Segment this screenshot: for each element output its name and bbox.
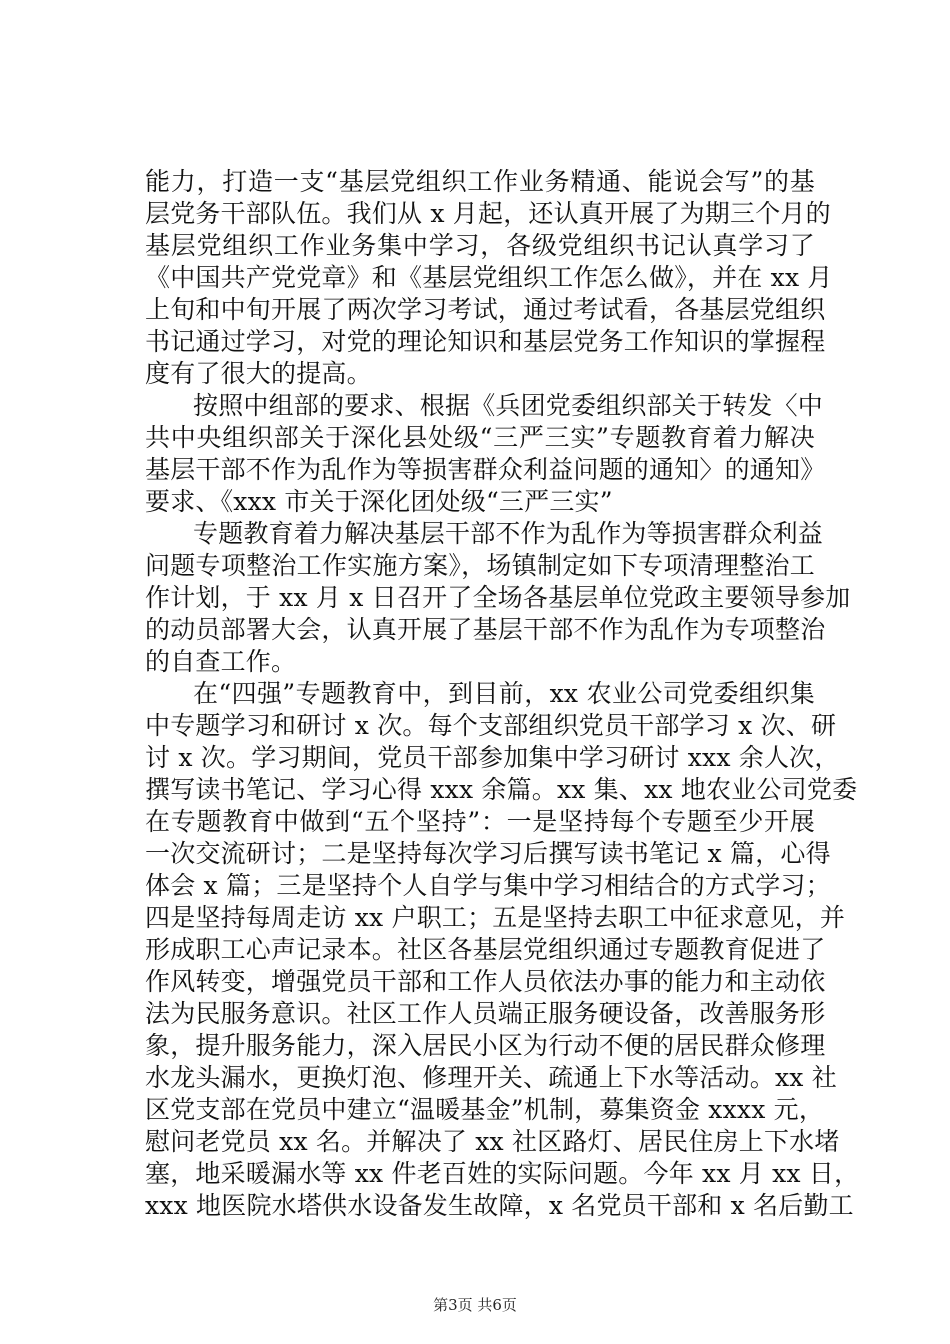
paragraph <box>145 678 860 1222</box>
text-line: 塞，地采暖漏水等 xx 件老百姓的实际问题。今年 xx 月 xx 日， <box>145 1159 860 1188</box>
text-line: 作计划，于 xx 月 x 日召开了全场各基层单位党政主要领导参加 <box>145 583 851 612</box>
text-line: 四是坚持每周走访 xx 户职工；五是坚持去职工中征求意见，并 <box>145 903 846 932</box>
text-line: 撰写读书笔记、学习心得 xxx 余篇。xx 集、xx 地农业公司党委 <box>145 775 858 804</box>
text-line: 上旬和中旬开展了两次学习考试，通过考试看，各基层党组织 <box>145 295 826 324</box>
text-line: 能力，打造一支“基层党组织工作业务精通、能说会写”的基 <box>145 167 815 196</box>
text-line: 基层干部不作为乱作为等损害群众利益问题的通知〉的通知》 <box>145 455 826 484</box>
text-line: 象，提升服务能力，深入居民小区为行动不便的居民群众修理 <box>145 1031 826 1060</box>
text-line: 讨 x 次。学习期间，党员干部参加集中学习研讨 xxx 余人次， <box>145 743 840 772</box>
text-line: 一次交流研讨；二是坚持每次学习后撰写读书笔记 x 篇，心得 <box>145 839 831 868</box>
text-line: 形成职工心声记录本。社区各基层党组织通过专题教育促进了 <box>145 935 826 964</box>
text-line: 按照中组部的要求、根据《兵团党委组织部关于转发〈中 <box>193 391 824 420</box>
text-line: 在“四强”专题教育中，到目前，xx 农业公司党委组织集 <box>193 679 815 708</box>
text-line: 基层党组织工作业务集中学习，各级党组织书记认真学习了 <box>145 231 815 260</box>
text-line: 共中央组织部关于深化县处级“三严三实”专题教育着力解决 <box>145 423 815 452</box>
text-line: 《中国共产党党章》和《基层党组织工作怎么做》，并在 xx 月 <box>145 263 833 292</box>
paragraph <box>145 390 826 518</box>
text-line: 的动员部署大会，认真开展了基层干部不作为乱作为专项整治 <box>145 615 826 644</box>
text-line: 体会 x 篇；三是坚持个人自学与集中学习相结合的方式学习； <box>145 871 831 900</box>
text-line: xxx 地医院水塔供水设备发生故障，x 名党员干部和 x 名后勤工 <box>145 1191 854 1220</box>
text-line: 的自查工作。 <box>145 647 297 676</box>
text-line: 中专题学习和研讨 x 次。每个支部组织党员干部学习 x 次、研 <box>145 711 837 740</box>
text-line: 层党务干部队伍。我们从 x 月起，还认真开展了为期三个月的 <box>145 199 831 228</box>
text-line: 慰问老党员 xx 名。并解决了 xx 社区路灯、居民住房上下水堵 <box>145 1127 840 1156</box>
paragraph <box>145 166 833 390</box>
text-line: 问题专项整治工作实施方案》，场镇制定如下专项清理整治工 <box>145 551 815 580</box>
text-line: 书记通过学习，对党的理论知识和基层党务工作知识的掌握程 <box>145 327 826 356</box>
text-line: 水龙头漏水，更换灯泡、修理开关、疏通上下水等活动。xx 社 <box>145 1063 837 1092</box>
text-line: 在专题教育中做到“五个坚持”：一是坚持每个专题至少开展 <box>145 807 815 836</box>
text-line: 要求、《xxx 市关于深化团处级“三严三实” <box>145 487 613 516</box>
paragraph <box>145 518 851 678</box>
text-line: 专题教育着力解决基层干部不作为乱作为等损害群众利益 <box>193 519 824 548</box>
body-text <box>145 166 860 1222</box>
page-footer: 第3页 共6页 <box>433 1296 517 1314</box>
text-line: 度有了很大的提高。 <box>145 359 372 388</box>
text-line: 作风转变，增强党员干部和工作人员依法办事的能力和主动依 <box>145 967 826 996</box>
text-line: 区党支部在党员中建立“温暖基金”机制，募集资金 xxxx 元， <box>145 1095 825 1124</box>
text-line: 法为民服务意识。社区工作人员端正服务硬设备，改善服务形 <box>145 999 826 1028</box>
